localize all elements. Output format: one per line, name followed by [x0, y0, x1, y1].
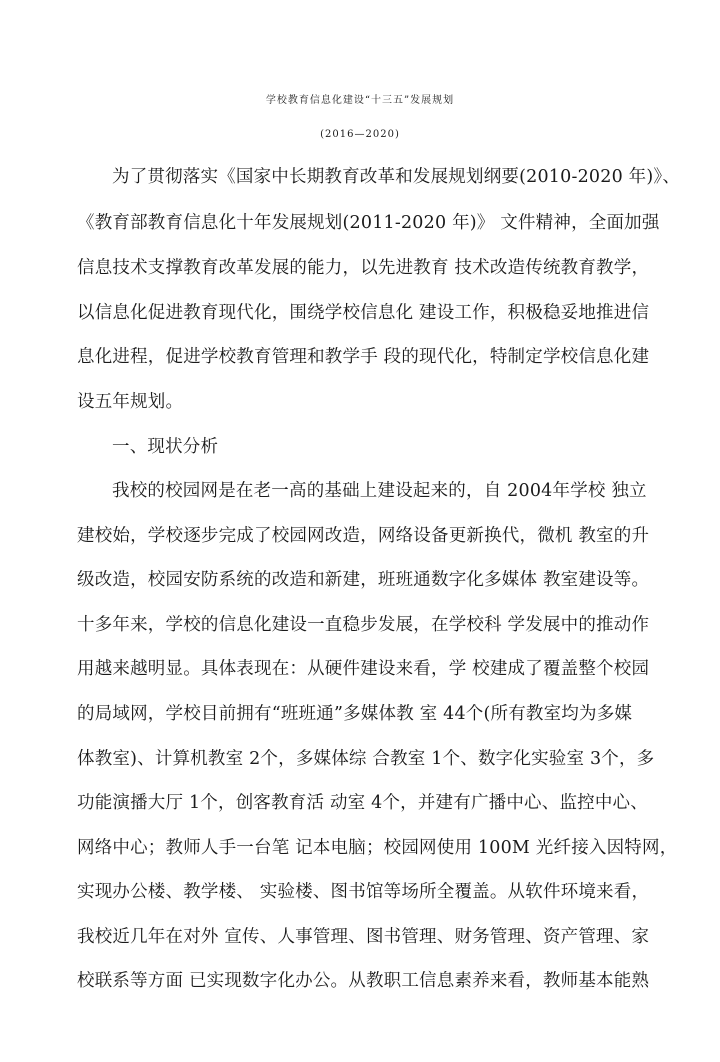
paragraph-line: 级改造，校园安防系统的改造和新建，班班通数字化多媒体 教室建设等。: [77, 570, 650, 590]
paragraph-line: 为了贯彻落实《国家中长期教育改革和发展规划纲要(2010-2020 年)》、: [112, 167, 681, 187]
paragraph-line: 我校近几年在对外 宣传、人事管理、图书管理、财务管理、资产管理、家: [77, 927, 650, 947]
paragraph-line: 信息技术支撑教育改革发展的能力，以先进教育 技术改造传统教育教学，: [77, 258, 650, 278]
paragraph-line: 《教育部教育信息化十年发展规划(2011-2020 年)》 文件精神，全面加强: [77, 213, 660, 233]
paragraph-line: 功能演播大厅 1个，创客教育活 动室 4个，并建有广播中心、监控中心、: [77, 793, 648, 813]
paragraph-line: 实现办公楼、教学楼、 实验楼、图书馆等场所全覆盖。从软件环境来看，: [77, 882, 650, 902]
paragraph-line: 设五年规划。: [77, 392, 184, 412]
paragraph-line: 建校始，学校逐步完成了校园网改造，网络设备更新换代，微机 教室的升: [77, 526, 650, 546]
paragraph-line: 息化进程，促进学校教育管理和教学手 段的现代化，特制定学校信息化建: [77, 347, 650, 367]
paragraph-line: 十多年来，学校的信息化建设一直稳步发展，在学校科 学发展中的推动作: [77, 615, 650, 635]
document-title: 学校教育信息化建设“十三五”发展规划: [265, 95, 455, 106]
section-heading: 一、现状分析: [112, 437, 219, 457]
paragraph-line: 的局域网，学校目前拥有“班班通”多媒体教 室 44个(所有教室均为多媒: [77, 704, 633, 724]
paragraph-line: 我校的校园网是在老一高的基础上建设起来的，自 2004年学校 独立: [112, 481, 647, 501]
paragraph-line: 校联系等方面 已实现数字化办公。从教职工信息素养来看，教师基本能熟: [77, 971, 650, 991]
paragraph-line: 网络中心；教师人手一台笔 记本电脑；校园网使用 100M 光纤接入因特网，: [77, 838, 678, 858]
paragraph-line: 以信息化促进教育现代化，围绕学校信息化 建设工作，积极稳妥地推进信: [77, 303, 650, 323]
document-title-years: (2016—2020): [320, 129, 400, 140]
paragraph-line: 体教室)、计算机教室 2个，多媒体综 合教室 1个、数字化实验室 3个，多: [77, 749, 655, 769]
paragraph-line: 用越来越明显。具体表现在：从硬件建设来看，学 校建成了覆盖整个校园: [77, 659, 650, 679]
